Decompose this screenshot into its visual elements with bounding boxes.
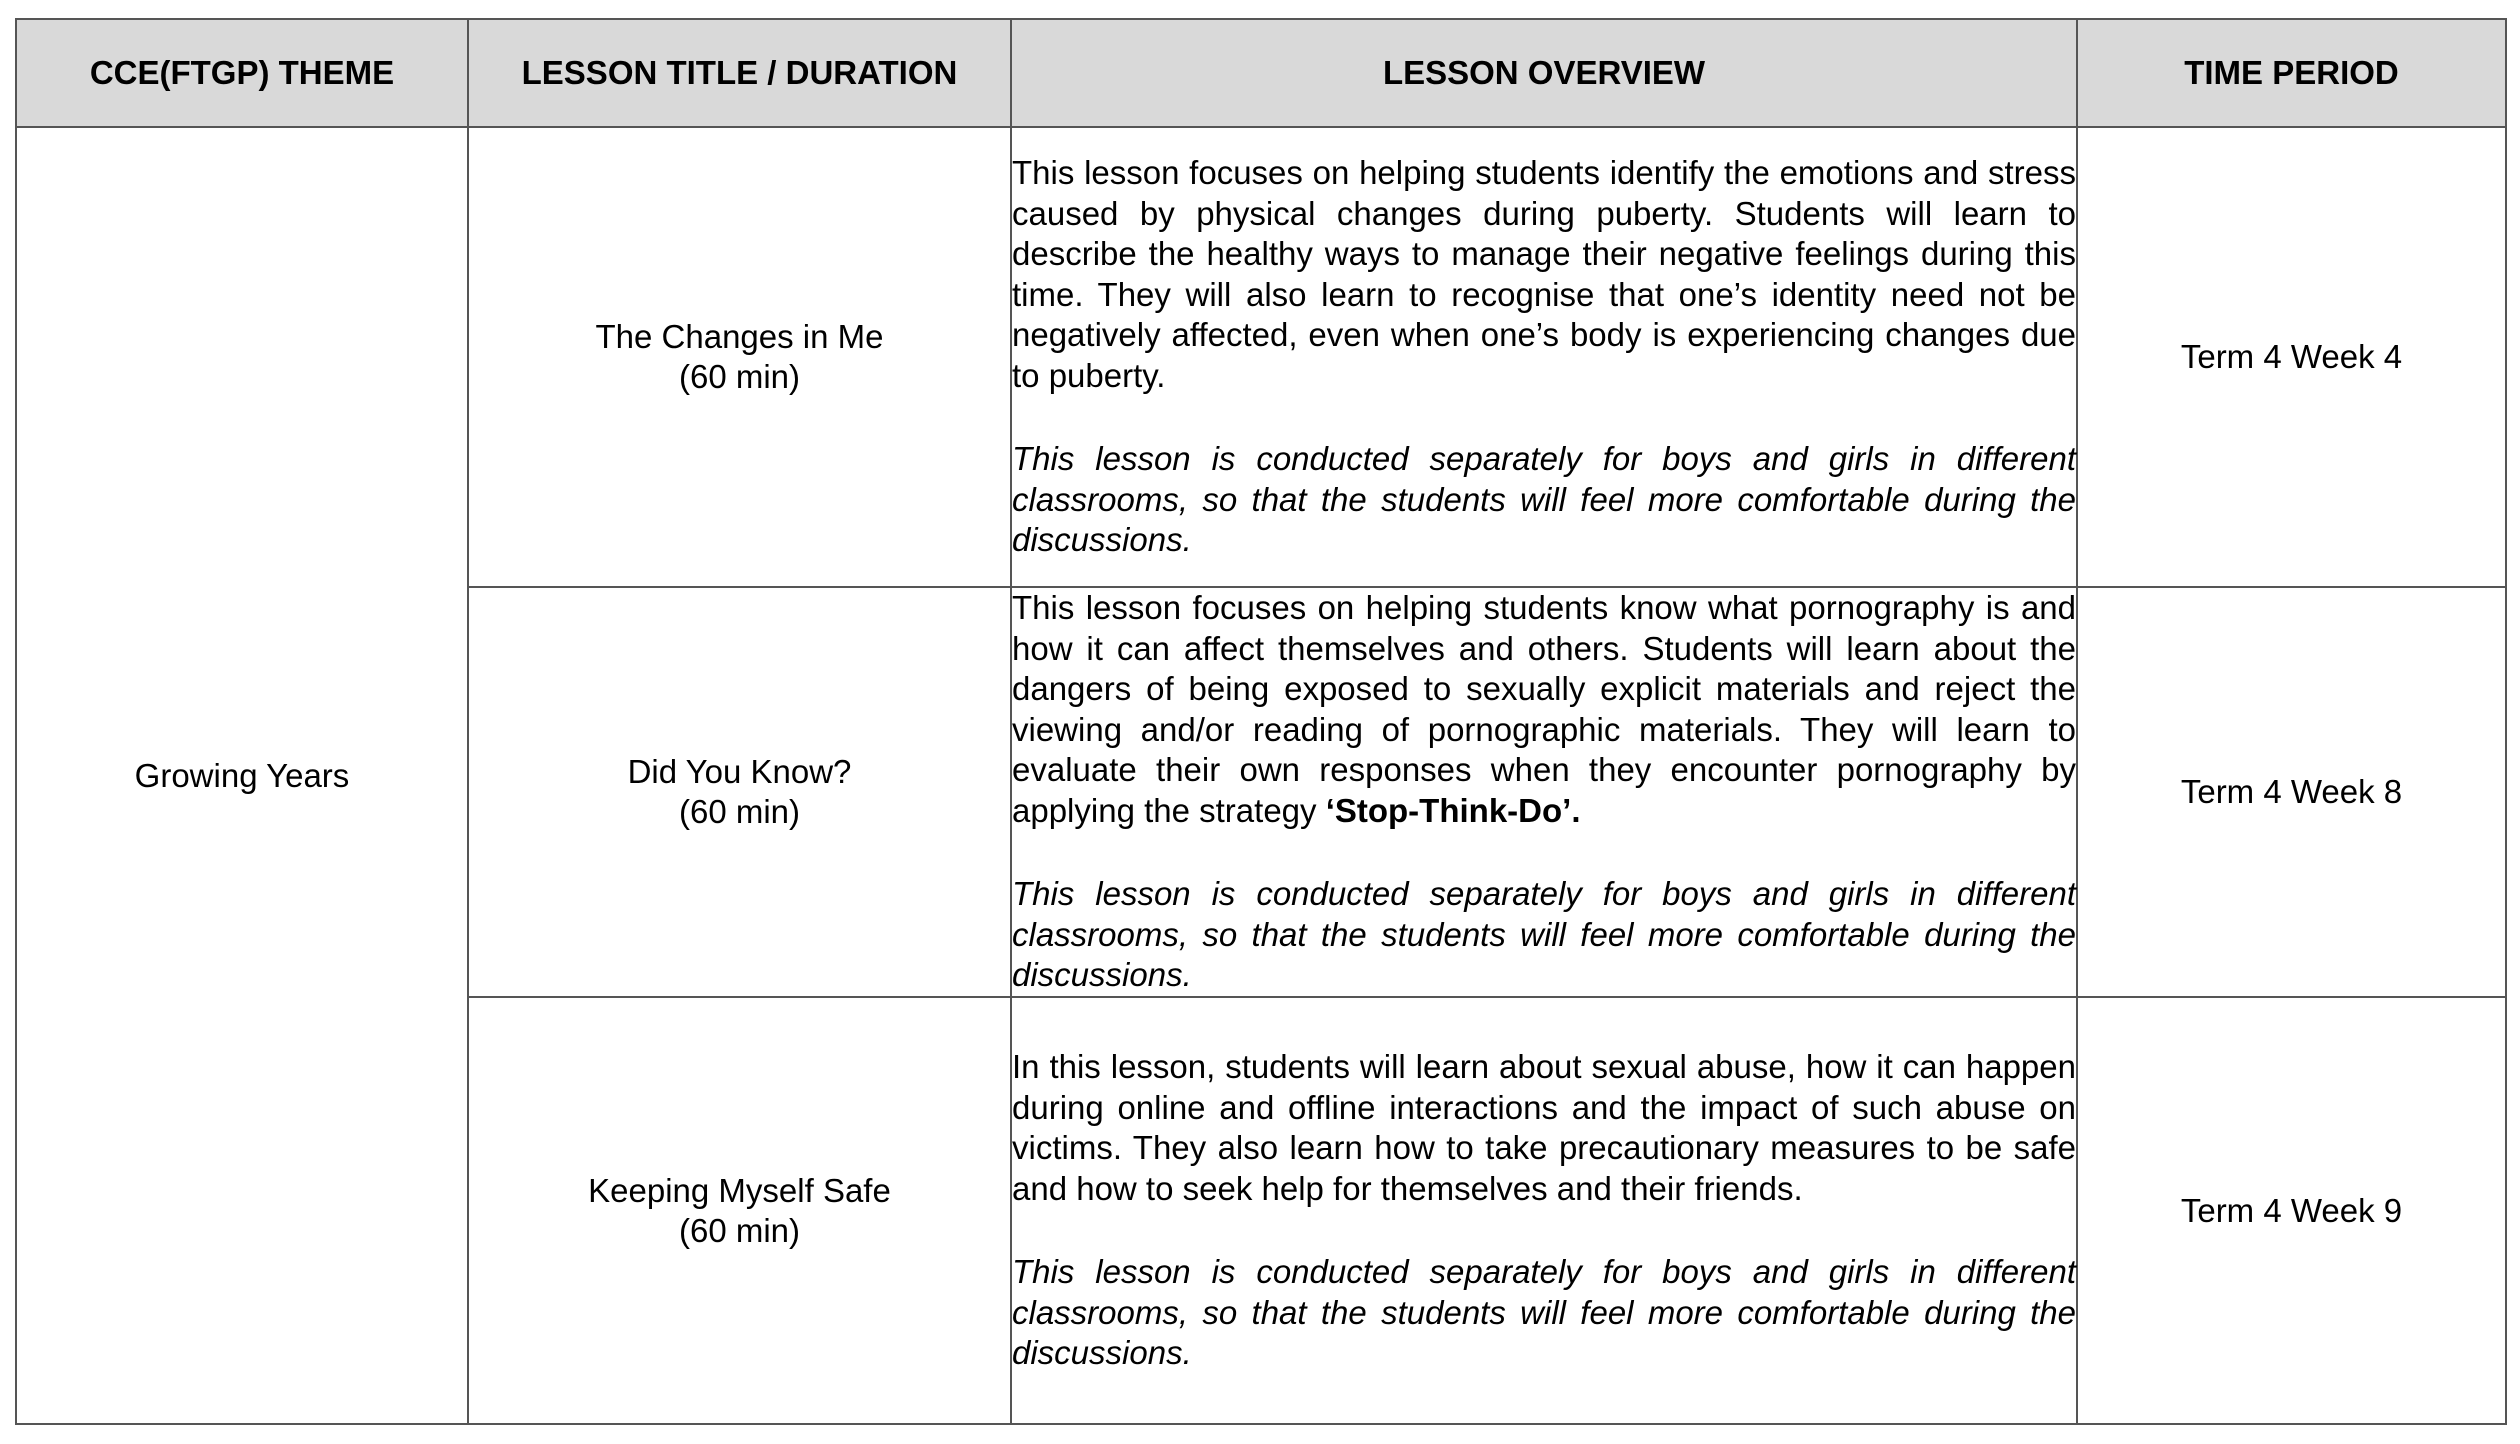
lesson-title: The Changes in Me	[595, 318, 884, 355]
lesson-title-cell	[468, 127, 1011, 587]
lesson-duration: (60 min)	[678, 1211, 801, 1249]
time-period-cell: Term 4 Week 4	[2077, 127, 2506, 587]
lesson-note: This lesson is conducted separately for boys and girls in different classrooms, so that the students will feel more comfortable during the discussions.	[1012, 440, 2076, 559]
lesson-overview-body: In this lesson, students will learn about sexual abuse, how it can happen during online and offline interactions and the impact of such abuse on victims. They also learn how to take precautionary measures to be safe and how to seek help for themselves and their friends.	[1012, 1048, 2076, 1207]
lesson-duration: (60 min)	[678, 358, 801, 395]
header-time-period: TIME PERIOD	[2077, 19, 2506, 127]
table-row	[16, 127, 2506, 587]
lesson-overview-text	[1012, 588, 2076, 831]
lesson-table	[15, 18, 2507, 1425]
lesson-title: Did You Know?	[627, 753, 852, 790]
lesson-overview-cell	[1011, 587, 2077, 997]
time-period-cell: Term 4 Week 8	[2077, 587, 2506, 997]
lesson-title-cell	[468, 587, 1011, 997]
lesson-overview-text	[1012, 1047, 2076, 1209]
theme-cell: Growing Years	[16, 127, 468, 1424]
header-theme: CCE(FTGP) THEME	[16, 19, 468, 127]
lesson-overview-body: This lesson focuses on helping students know what pornography is and how it can affect themselves and others. Students will learn about the dangers of being exposed to sexually explicit materials and reject the viewing and/or reading of pornographic materials. They will learn to evaluate their own responses when they encounter pornography by applying the strategy	[1012, 589, 2076, 829]
lesson-overview-body: This lesson focuses on helping students identify the emotions and stress caused by physical changes during puberty. Students will learn to describe the healthy ways to manage their negative feelings during this time. They will also learn to recognise that one’s identity need not be negatively affected, even when one’s body is experiencing changes due to puberty.	[1012, 154, 2076, 394]
lesson-overview-cell	[1011, 127, 2077, 587]
header-row	[16, 19, 2506, 127]
header-overview: LESSON OVERVIEW	[1011, 19, 2077, 127]
time-period-cell: Term 4 Week 9	[2077, 997, 2506, 1424]
lesson-note: This lesson is conducted separately for boys and girls in different classrooms, so that the students will feel more comfortable during the discussions.	[1012, 1253, 2076, 1372]
header-lesson-title: LESSON TITLE / DURATION	[468, 19, 1011, 127]
lesson-title: Keeping Myself Safe	[588, 1171, 891, 1209]
lesson-overview-cell	[1011, 997, 2077, 1424]
lesson-duration: (60 min)	[678, 793, 801, 830]
lesson-note: This lesson is conducted separately for boys and girls in different classrooms, so that the students will feel more comfortable during the discussions.	[1012, 875, 2076, 994]
lesson-overview-text	[1012, 153, 2076, 396]
strategy-name: ‘Stop-Think-Do’.	[1325, 791, 1581, 829]
lesson-title-cell	[468, 997, 1011, 1424]
